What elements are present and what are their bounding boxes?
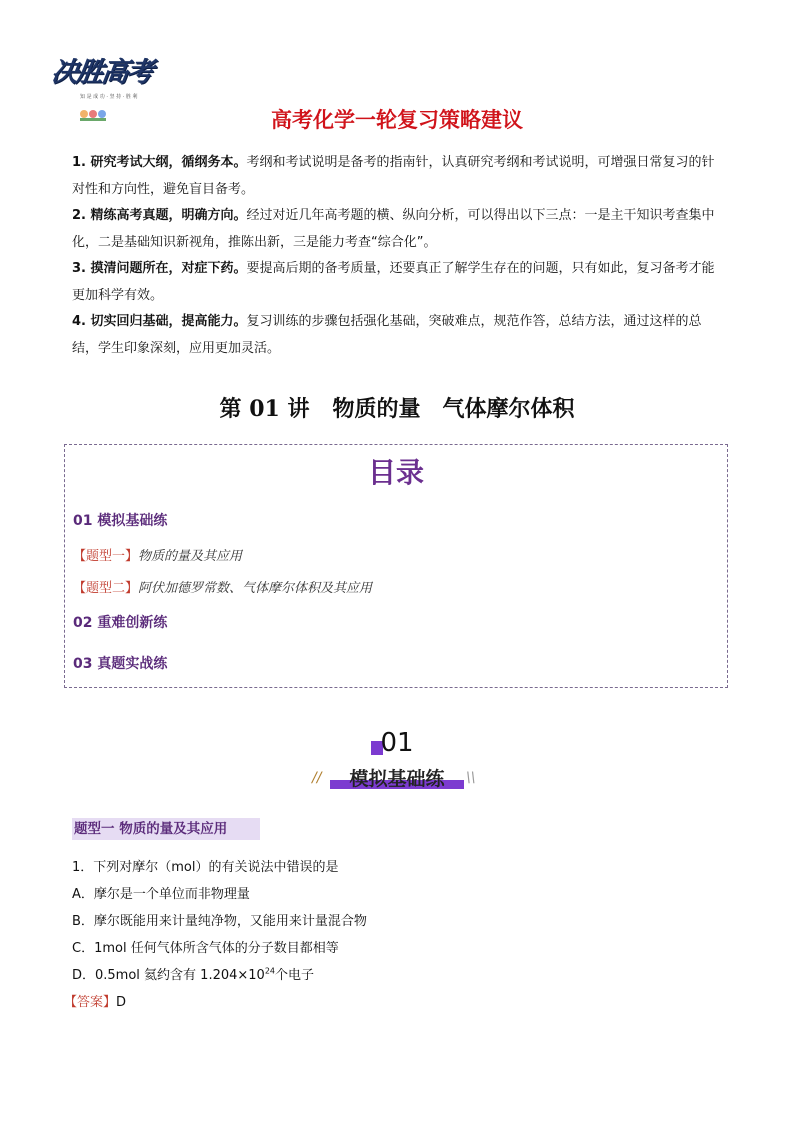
tip-4: [72, 309, 724, 362]
table-of-contents: [64, 444, 728, 688]
option-c: C．1mol 任何气体所含气体的分子数目都相等: [72, 941, 339, 956]
toc-title: 目录: [367, 456, 424, 489]
tip-head: 1. 研究考试大纲，循纲务本。: [72, 155, 247, 170]
section-name: 模拟基础练: [349, 768, 445, 790]
lecture-topic: 物质的量 气体摩尔体积: [332, 397, 575, 422]
lecture-suffix: 讲: [287, 397, 310, 422]
type-heading: 题型一 物质的量及其应用: [72, 818, 260, 840]
tip-body: 经过对近几年高考题的横、纵向分析，可以得出以下三点：一是主干知识考查集中化，二是基础知识新视角，推陈出新，三是能力考查“综合化”。: [72, 208, 715, 250]
tip-body: 复习训练的步骤包括强化基础，突破难点，规范作答，总结方法，通过这样的总结，学生印象深刻，应用更加灵活。: [72, 314, 702, 356]
option-d-exponent: 24: [264, 966, 276, 976]
page-title: 高考化学一轮复习策略建议: [271, 108, 523, 132]
tip-3: [72, 256, 724, 309]
toc-subitem-label: 阿伏加德罗常数、气体摩尔体积及其应用: [138, 581, 373, 596]
strategy-tips: [72, 150, 724, 362]
answer-value: D: [116, 995, 127, 1010]
option-a: A．摩尔是一个单位而非物理量: [72, 887, 250, 902]
toc-section-3[interactable]: 03 真题实战练: [73, 656, 168, 672]
logo-text: 决胜高考: [49, 57, 154, 88]
toc-section-2[interactable]: 02 重难创新练: [73, 615, 168, 631]
logo-subtext: 知 是 成 功 · 坚 持 · 胜 利: [80, 94, 138, 100]
toc-bracket: 【题型一】: [73, 549, 139, 564]
toc-subitem-2[interactable]: [73, 577, 372, 596]
tip-2: [72, 203, 724, 256]
section-slash-right: \\: [466, 770, 476, 786]
lecture-number: 01: [241, 396, 288, 422]
option-d-suffix: 个电子: [275, 968, 315, 983]
toc-section-1[interactable]: 01 模拟基础练: [73, 513, 168, 529]
option-d-prefix: D．0.5mol 氦约含有 1.204×10: [72, 968, 265, 983]
toc-bracket: 【题型二】: [73, 581, 139, 596]
option-d: [72, 964, 314, 983]
lecture-prefix: 第: [219, 397, 242, 422]
tip-head: 4. 切实回归基础，提高能力。: [72, 314, 247, 329]
tip-head: 3. 摸清问题所在，对症下药。: [72, 261, 247, 276]
toc-subitem-1[interactable]: [73, 545, 242, 564]
section-slash-left: //: [312, 770, 322, 786]
tip-1: [72, 150, 724, 203]
tip-body: 要提高后期的备考质量，还要真正了解学生存在的问题，只有如此，复习备考才能更加科学有效。: [72, 261, 715, 303]
section-number: 01: [380, 728, 414, 758]
answer-tag: 【答案】: [64, 995, 117, 1010]
option-b: B．摩尔既能用来计量纯净物，又能用来计量混合物: [72, 914, 367, 929]
question-stem: 1．下列对摩尔（mol）的有关说法中错误的是: [72, 860, 339, 875]
tip-body: 考纲和考试说明是备考的指南针，认真研究考纲和考试说明，可增强日常复习的针对性和方向性，避免盲目备考。: [72, 155, 715, 197]
answer-line: [64, 991, 126, 1010]
lecture-title: [0, 392, 794, 423]
tip-head: 2. 精练高考真题，明确方向。: [72, 208, 247, 223]
toc-subitem-label: 物质的量及其应用: [138, 549, 243, 564]
